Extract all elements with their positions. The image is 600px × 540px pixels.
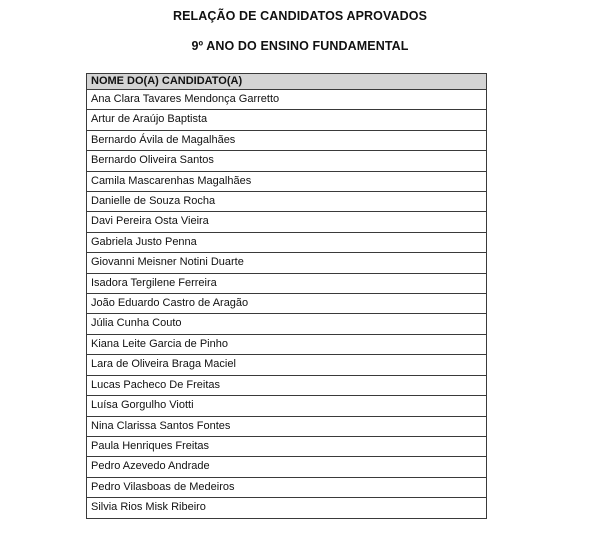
table-row	[87, 294, 487, 314]
table-row	[87, 355, 487, 375]
table-row	[87, 498, 487, 518]
table-row	[87, 396, 487, 416]
candidate-name-cell: Lucas Pacheco De Freitas	[87, 375, 487, 395]
approved-candidates-table	[86, 73, 487, 519]
candidate-name-cell: Ana Clara Tavares Mendonça Garretto	[87, 90, 487, 110]
candidate-name-cell: Danielle de Souza Rocha	[87, 192, 487, 212]
candidate-name-cell: Kiana Leite Garcia de Pinho	[87, 334, 487, 354]
table-row	[87, 110, 487, 130]
candidate-name-cell: Bernardo Ávila de Magalhães	[87, 130, 487, 150]
table-row	[87, 457, 487, 477]
candidate-name-cell: Isadora Tergilene Ferreira	[87, 273, 487, 293]
candidate-name-cell: Pedro Vilasboas de Medeiros	[87, 477, 487, 497]
candidate-name-cell: João Eduardo Castro de Aragão	[87, 294, 487, 314]
table-row	[87, 477, 487, 497]
column-header-candidate-name: NOME DO(A) CANDIDATO(A)	[87, 74, 487, 90]
candidate-name-cell: Luísa Gorgulho Viotti	[87, 396, 487, 416]
table-row	[87, 334, 487, 354]
table-row	[87, 171, 487, 191]
candidate-name-cell: Paula Henriques Freitas	[87, 436, 487, 456]
table-row	[87, 212, 487, 232]
table-row	[87, 232, 487, 252]
table-row	[87, 192, 487, 212]
candidate-name-cell: Gabriela Justo Penna	[87, 232, 487, 252]
candidate-name-cell: Bernardo Oliveira Santos	[87, 151, 487, 171]
table-row	[87, 416, 487, 436]
candidate-name-cell: Artur de Araújo Baptista	[87, 110, 487, 130]
table-row	[87, 375, 487, 395]
candidate-name-cell: Silvia Rios Misk Ribeiro	[87, 498, 487, 518]
table-row	[87, 130, 487, 150]
table-row	[87, 273, 487, 293]
table-row	[87, 151, 487, 171]
table-header-row	[87, 74, 487, 90]
candidate-name-cell: Nina Clarissa Santos Fontes	[87, 416, 487, 436]
page-subtitle: 9º ANO DO ENSINO FUNDAMENTAL	[191, 39, 409, 53]
table-body	[87, 90, 487, 519]
table-row	[87, 436, 487, 456]
candidate-name-cell: Davi Pereira Osta Vieira	[87, 212, 487, 232]
table-row	[87, 253, 487, 273]
candidate-name-cell: Júlia Cunha Couto	[87, 314, 487, 334]
table-row	[87, 90, 487, 110]
candidate-name-cell: Lara de Oliveira Braga Maciel	[87, 355, 487, 375]
candidate-name-cell: Giovanni Meisner Notini Duarte	[87, 253, 487, 273]
candidate-name-cell: Camila Mascarenhas Magalhães	[87, 171, 487, 191]
table-row	[87, 314, 487, 334]
candidate-name-cell: Pedro Azevedo Andrade	[87, 457, 487, 477]
page-title: RELAÇÃO DE CANDIDATOS APROVADOS	[172, 9, 428, 23]
